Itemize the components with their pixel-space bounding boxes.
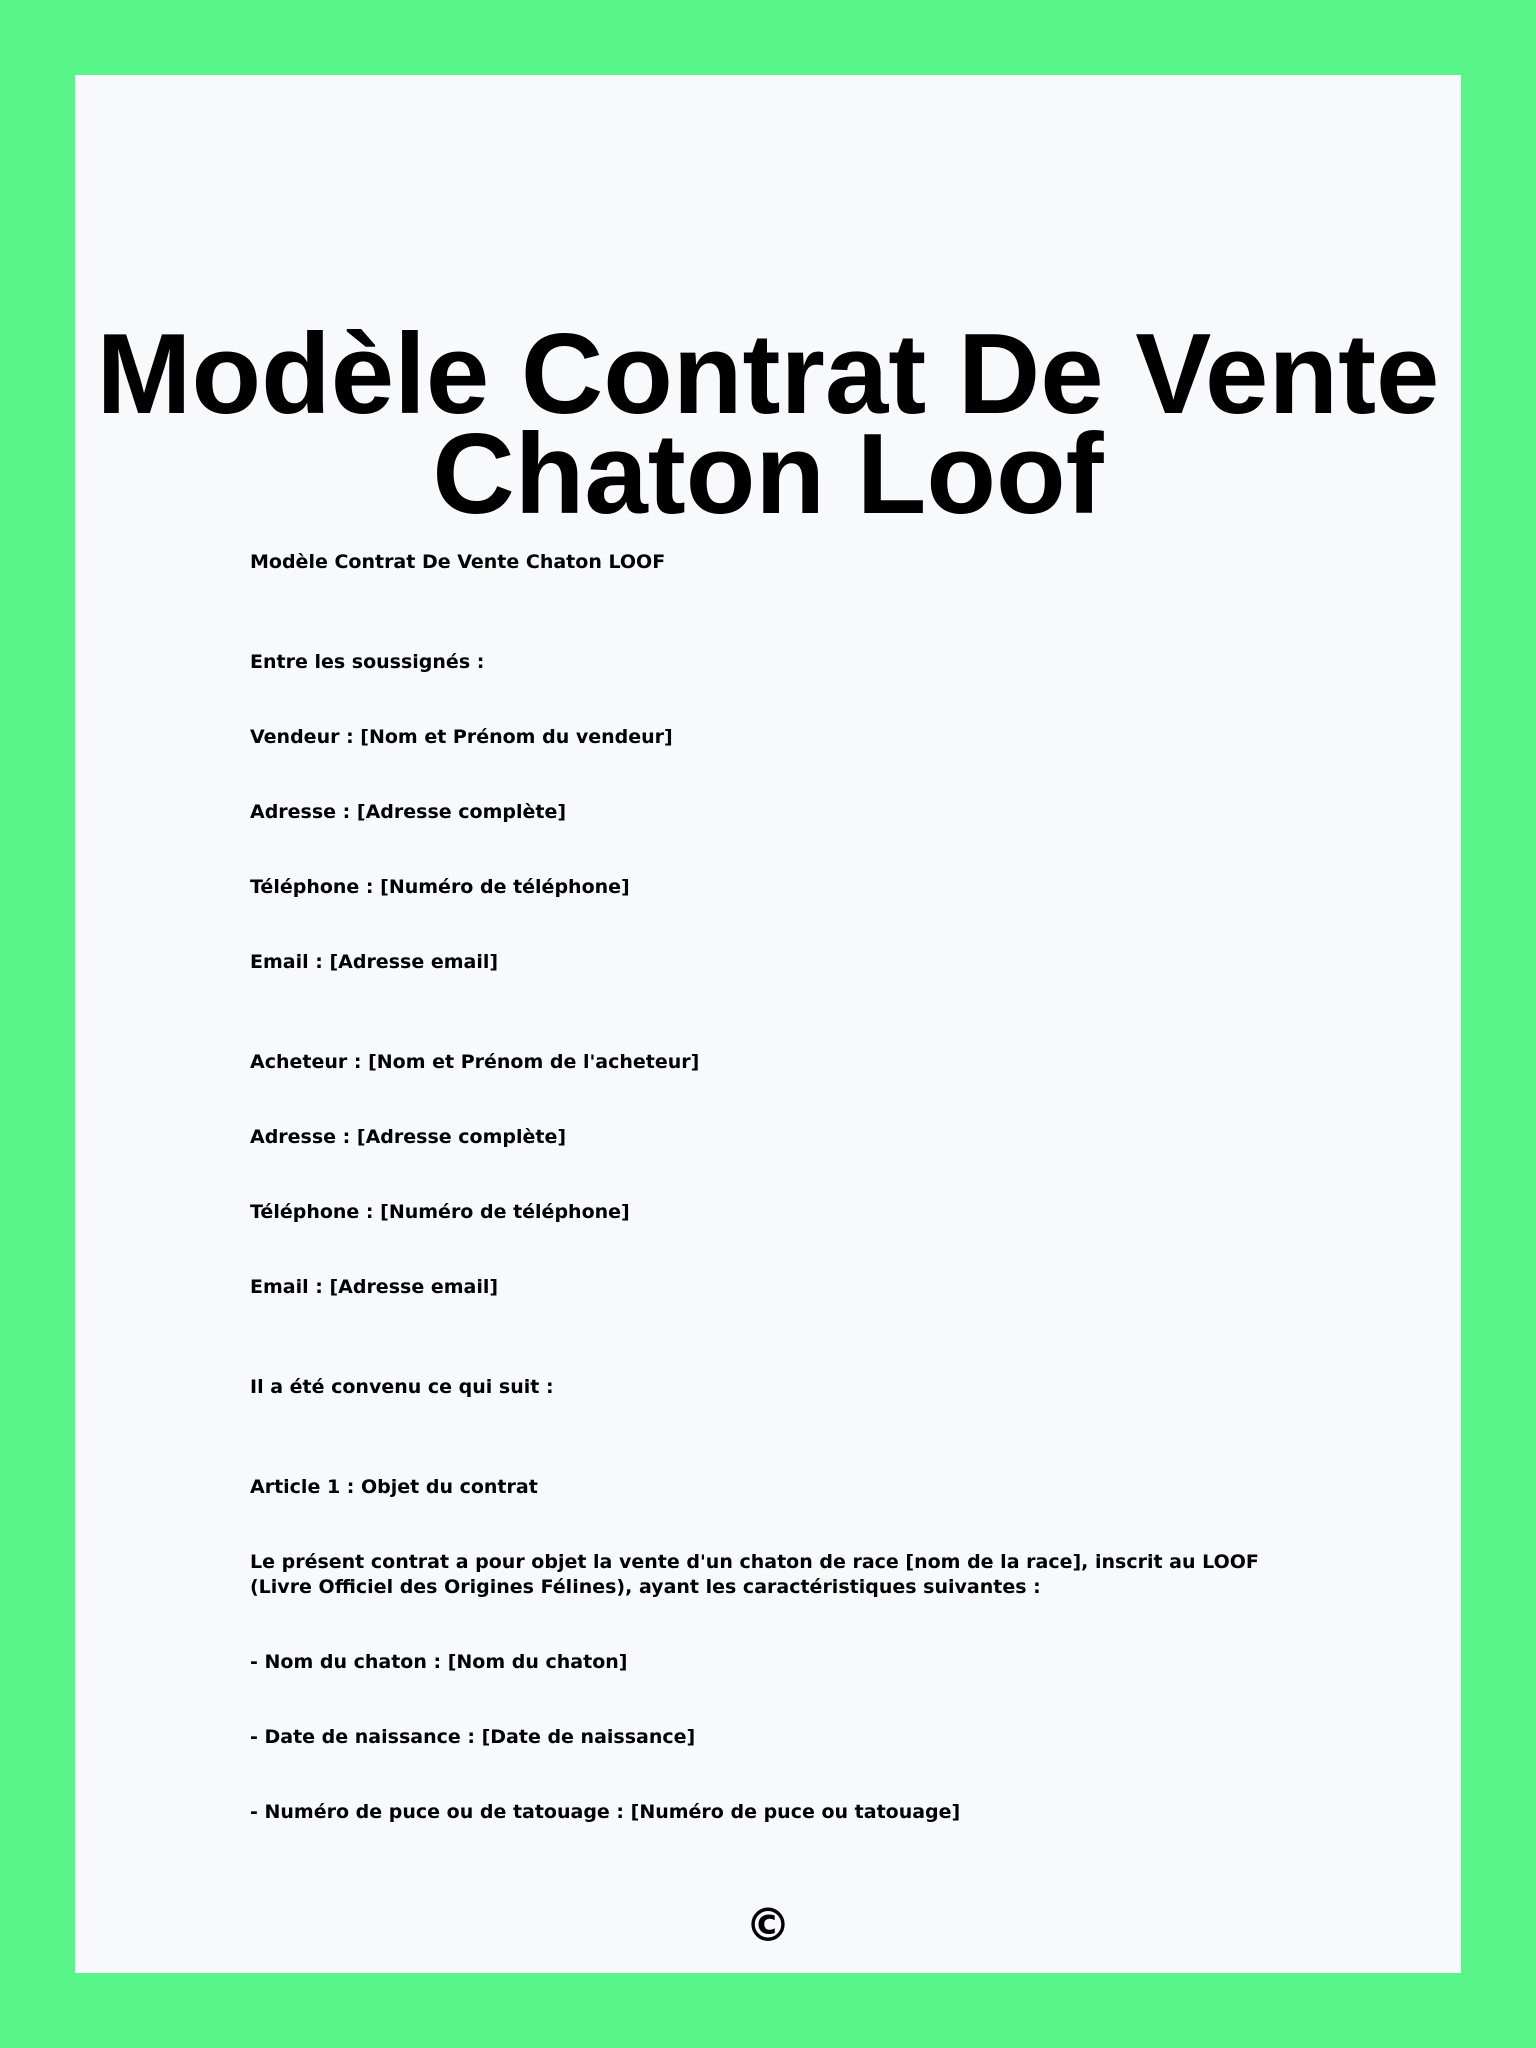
kitten-name: - Nom du chaton : [Nom du chaton]: [250, 1651, 628, 1673]
buyer-email: Email : [Adresse email]: [250, 1276, 499, 1298]
document-subtitle: Modèle Contrat De Vente Chaton LOOF: [250, 551, 666, 573]
buyer-phone: Téléphone : [Numéro de téléphone]: [250, 1201, 630, 1223]
seller-email: Email : [Adresse email]: [250, 951, 499, 973]
agreement-intro: Il a été convenu ce qui suit :: [250, 1376, 554, 1398]
parties-intro: Entre les soussignés :: [250, 651, 485, 673]
kitten-chip-number: - Numéro de puce ou de tatouage : [Numéro de puce ou tatouage]: [250, 1801, 961, 1823]
article-1-text: Le présent contrat a pour objet la vente d'un chaton de race [nom de la race], inscrit au LOOF (Livre Officiel des Origines Félines), ayant les caractéristiques suivantes :: [250, 1551, 1259, 1598]
buyer-address: Adresse : [Adresse complète]: [250, 1126, 567, 1148]
seller-address: Adresse : [Adresse complète]: [250, 801, 567, 823]
copyright-icon: ©: [745, 1898, 791, 1952]
title-line-2: Chaton Loof: [432, 411, 1104, 538]
seller-name: Vendeur : [Nom et Prénom du vendeur]: [250, 726, 673, 748]
title-line-1: Modèle Contrat De Vente: [96, 311, 1440, 438]
article-1-heading: Article 1 : Objet du contrat: [250, 1476, 538, 1498]
kitten-birth-date: - Date de naissance : [Date de naissance]: [250, 1726, 696, 1748]
buyer-name: Acheteur : [Nom et Prénom de l'acheteur]: [250, 1051, 700, 1073]
document-page: [75, 75, 1461, 1973]
page-title: [75, 311, 1461, 538]
seller-phone: Téléphone : [Numéro de téléphone]: [250, 876, 630, 898]
